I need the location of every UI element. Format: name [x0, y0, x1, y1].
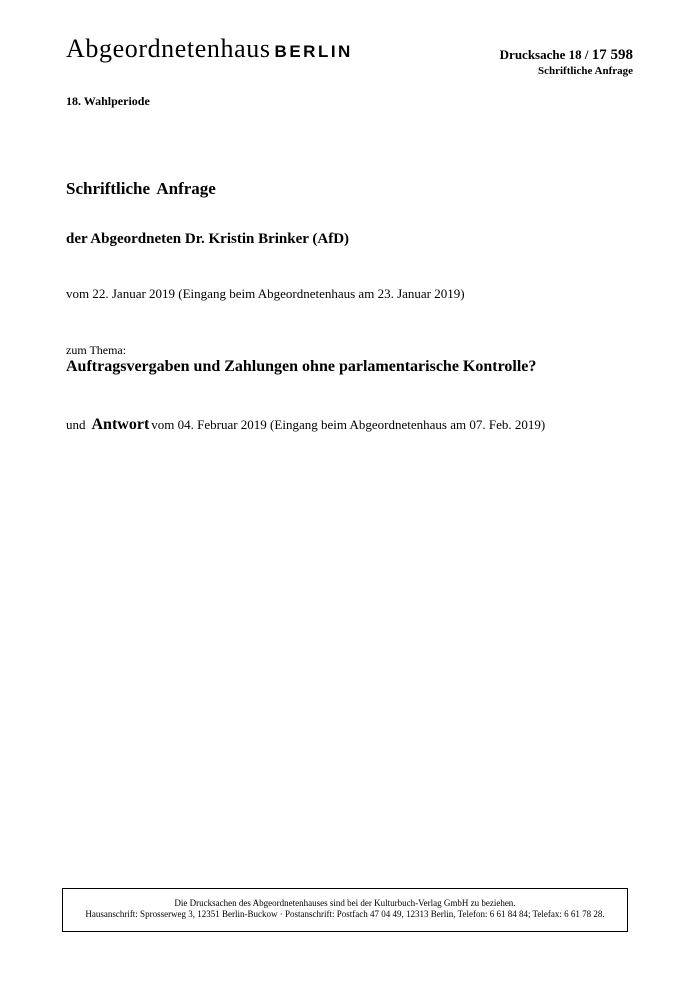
logo: [66, 36, 353, 62]
drucksache-line: [500, 46, 633, 64]
topic-label: zum Thema:: [66, 343, 127, 357]
drucksache-block: [500, 46, 633, 78]
footer-box: [62, 888, 628, 932]
topic-title: Auftragsvergaben und Zahlungen ohne parlamentarische Kontrolle?: [66, 358, 537, 375]
author-line: der Abgeordneten Dr. Kristin Brinker (AfD): [66, 231, 350, 247]
legislative-period: 18. Wahlperiode: [66, 94, 150, 108]
page-title: Schriftliche Anfrage: [66, 179, 216, 198]
answer-word: Antwort: [91, 416, 150, 433]
footer-line-publisher: Die Drucksachen des Abgeordnetenhauses sind bei der Kulturbuch-Verlag GmbH zu beziehen.: [174, 898, 516, 908]
logo-city-text: BERLIN: [274, 42, 353, 61]
logo-main-text: Abgeordnetenhaus: [66, 34, 271, 63]
submission-date-line: vom 22. Januar 2019 (Eingang beim Abgeordnetenhaus am 23. Januar 2019): [66, 286, 465, 301]
answer-prefix: und: [66, 417, 86, 432]
drucksache-number: 17 598: [591, 47, 633, 63]
footer-line-address: Hausanschrift: Sprosserweg 3, 12351 Berlin-Buckow · Postanschrift: Postfach 47 04 49, 12313 Berlin, Telefon: 6 61 84 84; Telefax: 6 61 78 28.: [85, 909, 605, 920]
document-type-label: Schriftliche Anfrage: [537, 65, 633, 77]
answer-date: vom 04. Februar 2019 (Eingang beim Abgeordnetenhaus am 07. Feb. 2019): [151, 417, 546, 432]
drucksache-label: Drucksache 18 /: [499, 47, 589, 62]
answer-line: [66, 416, 545, 434]
